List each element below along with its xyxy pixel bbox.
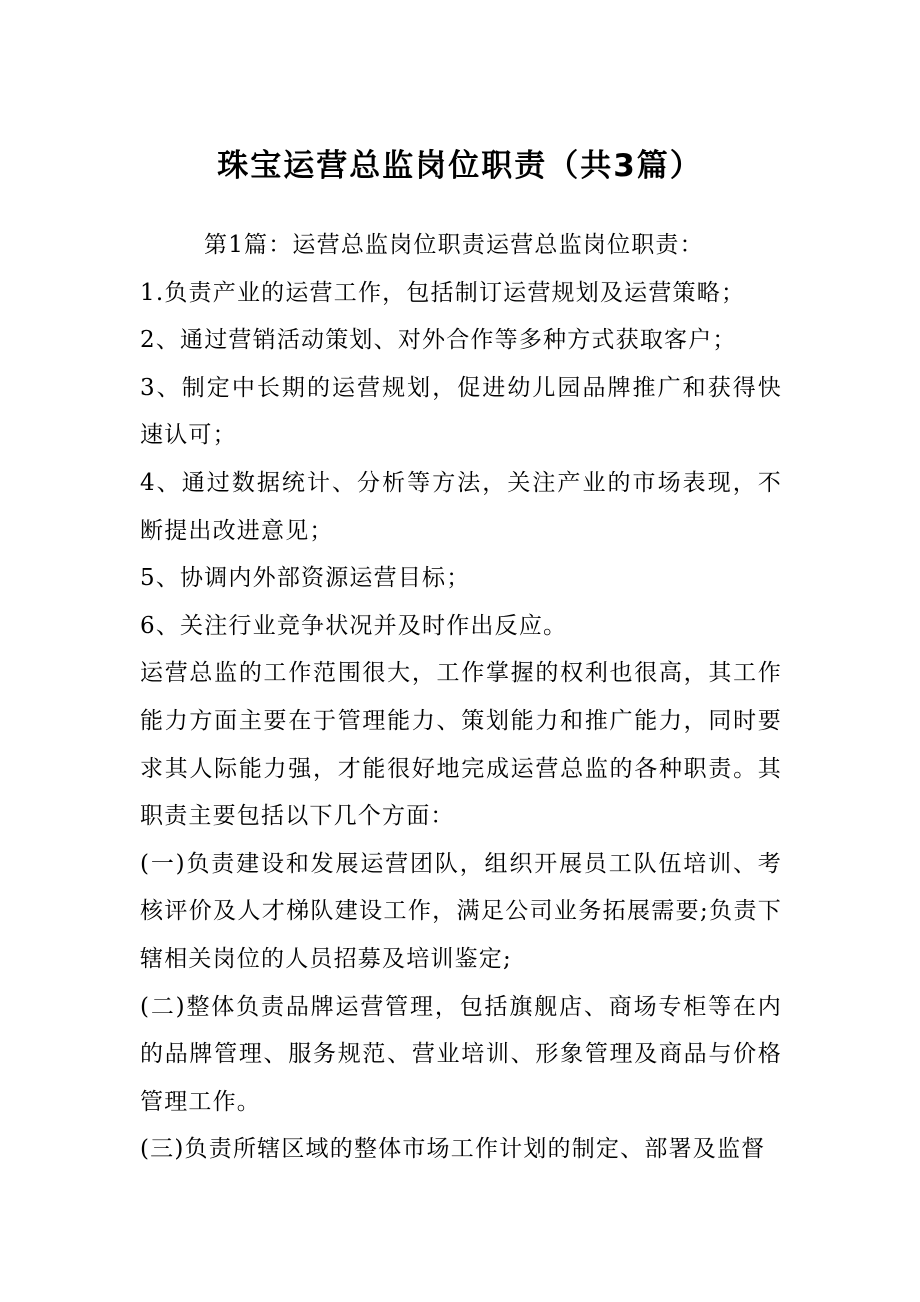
paragraph-duty-4: 4、通过数据统计、分析等方法，关注产业的市场表现，不断提出改进意见； [140, 469, 782, 544]
paragraph-duty-3: 3、制定中长期的运营规划，促进幼儿园品牌推广和获得快速认可； [140, 374, 782, 449]
paragraph-item-3: (三)负责所辖区域的整体市场工作计划的制定、部署及监督 [140, 1136, 766, 1163]
paragraph-scope: 运营总监的工作范围很大，工作掌握的权利也很高，其工作能力方面主要在于管理能力、策划能力和推广能力，同时要求其人际能力强，才能很好地完成运营总监的各种职责。其职责主要包括以下几个方面： [140, 660, 782, 830]
paragraph-duty-2: 2、通过营销活动策划、对外合作等多种方式获取客户； [140, 327, 737, 354]
paragraph-item-2: (二)整体负责品牌运营管理，包括旗舰店、商场专柜等在内的品牌管理、服务规范、营业培训、形象管理及商品与价格管理工作。 [140, 993, 782, 1115]
paragraph-duty-6: 6、关注行业竞争状况并及时作出反应。 [140, 612, 568, 639]
document-body [140, 222, 782, 1174]
paragraph-duty-5: 5、协调内外部资源运营目标； [140, 565, 471, 592]
paragraph-item-1: (一)负责建设和发展运营团队，组织开展员工队伍培训、考核评价及人才梯队建设工作，满足公司业务拓展需要;负责下辖相关岗位的人员招募及培训鉴定; [140, 850, 782, 972]
document-title: 珠宝运营总监岗位职责（共3篇） [217, 148, 703, 184]
chapter-heading: 第1篇：运营总监岗位职责运营总监岗位职责： [204, 232, 704, 258]
paragraph-duty-1: 1.负责产业的运营工作，包括制订运营规划及运营策略； [140, 279, 746, 306]
